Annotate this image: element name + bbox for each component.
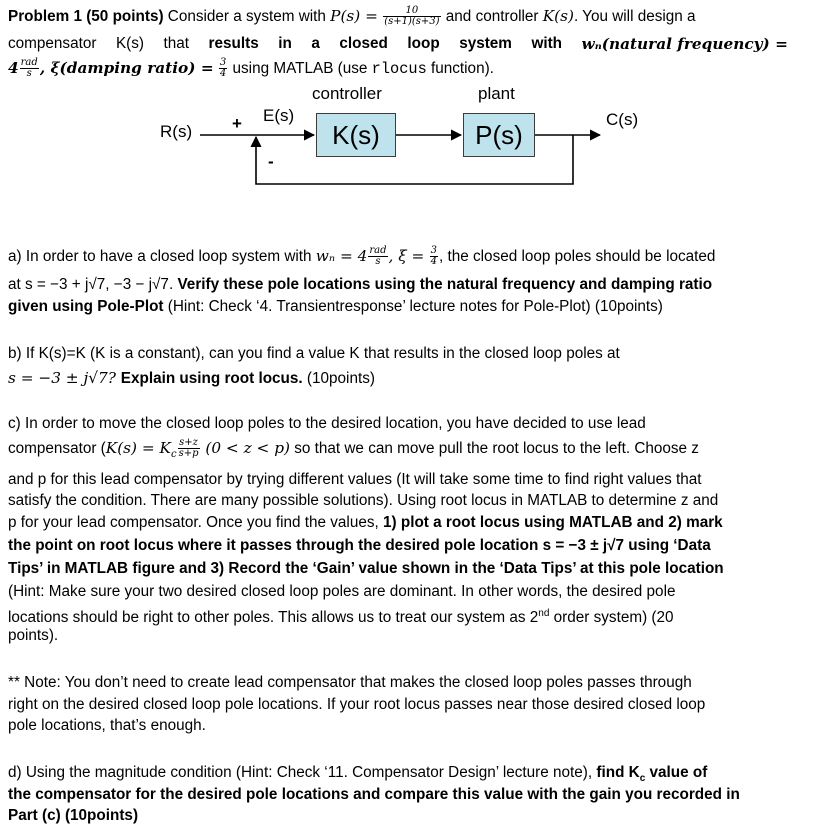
part-c-line-3: and p for this lead compensator by trying different values (It will take some time to find right values that [8, 471, 702, 488]
part-c-line-5: p for your lead compensator. Once you find the values, 1) plot a root locus using MATLAB and 2) mark [8, 514, 723, 531]
note-line-2: right on the desired closed loop pole locations. If your root locus passes near those desired closed loop [8, 696, 706, 713]
part-d-line-3: Part (c) (10points) [8, 807, 139, 824]
block-diagram [0, 80, 829, 200]
part-a-line-3: given using Pole-Plot (Hint: Check ‘4. Transientresponse’ lecture notes for Pole-Plot) (10points) [8, 298, 663, 315]
plant-label: plant [478, 84, 515, 103]
signal-lines [0, 80, 829, 200]
output-label: C(s) [606, 110, 639, 129]
part-c-line-4: satisfy the condition. There are many possible solutions). Using root locus in MATLAB to determine z and [8, 492, 719, 509]
problem-intro-line-1: Problem 1 (50 points) Consider a system with P(s) = $\frac{10}{(s+1)(s+3)}$ and controller K(s). You will design a [8, 5, 696, 28]
feedback-path [256, 135, 573, 184]
rlocus-code: rlocus [371, 60, 427, 78]
input-label: R(s) [160, 122, 193, 141]
error-label: E(s) [263, 106, 295, 125]
controller-block: K(s) [316, 113, 396, 157]
summing-minus-sign: - [268, 152, 274, 171]
plant-fraction: $\frac{10}{(s+1)(s+3)}$ [384, 5, 440, 28]
part-c-line-10: points). [8, 627, 59, 644]
problem-title: Problem 1 (50 points) [8, 8, 164, 25]
part-c-line-2: compensator ($K(s) = K_c$ $\frac{s+z}{s+p}$ (0 < z < p) so that we can move pull the root locus to the left. Choose z [8, 437, 699, 461]
problem-intro-line-3: 4 $\frac{\text{rad}}{s}$ , ξ(damping ratio) = $\frac{3}{4}$ using MATLAB (use rlocus function). [8, 57, 494, 80]
part-c-line-6: the point on root locus where it passes through the desired pole location s = −3 ± j√7 using ‘Data [8, 537, 711, 554]
part-b-line-1: b) If K(s)=K (K is a constant), can you find a value K that results in the closed loop poles at [8, 345, 620, 362]
part-c-line-1: c) In order to move the closed loop poles to the desired location, you have decided to use lead [8, 415, 646, 432]
part-a-line-1: a) In order to have a closed loop system with wₙ = 4 $\frac{\text{rad}}{s}$ , ξ = $\frac{3}{4}$ , the closed loop poles should be located [8, 245, 716, 268]
part-c-line-7: Tips’ in MATLAB figure and 3) Record the ‘Gain’ value shown in the ‘Data Tips’ at this pole location [8, 560, 724, 577]
controller-label: controller [312, 84, 382, 103]
note-line-3: pole locations, that’s enough. [8, 717, 206, 734]
part-b-line-2: s = −3 ± j√7? Explain using root locus. (10points) [8, 369, 375, 387]
plant-block: P(s) [463, 113, 535, 157]
summing-plus-sign: + [232, 114, 242, 133]
part-d-line-1: d) Using the magnitude condition (Hint: Check ‘11. Compensator Design’ lecture note), find $K_c$ value of [8, 764, 708, 785]
note-line-1: ** Note: You don’t need to create lead compensator that makes the closed loop poles passes through [8, 674, 692, 691]
part-d-line-2: the compensator for the desired pole locations and compare this value with the gain you recorded in [8, 786, 740, 803]
part-c-line-9: locations should be right to other poles. This allows us to treat our system as 2nd order system) (20 [8, 608, 674, 627]
part-a-line-2: at s = −3 + j√7, −3 − j√7. Verify these pole locations using the natural frequency and damping ratio [8, 276, 713, 293]
problem-intro-line-2: compensator K(s) that results in a closed loop system with wₙ(natural frequency) = [8, 35, 788, 53]
part-c-line-8: (Hint: Make sure your two desired closed loop poles are dominant. In other words, the desired pole [8, 583, 676, 600]
